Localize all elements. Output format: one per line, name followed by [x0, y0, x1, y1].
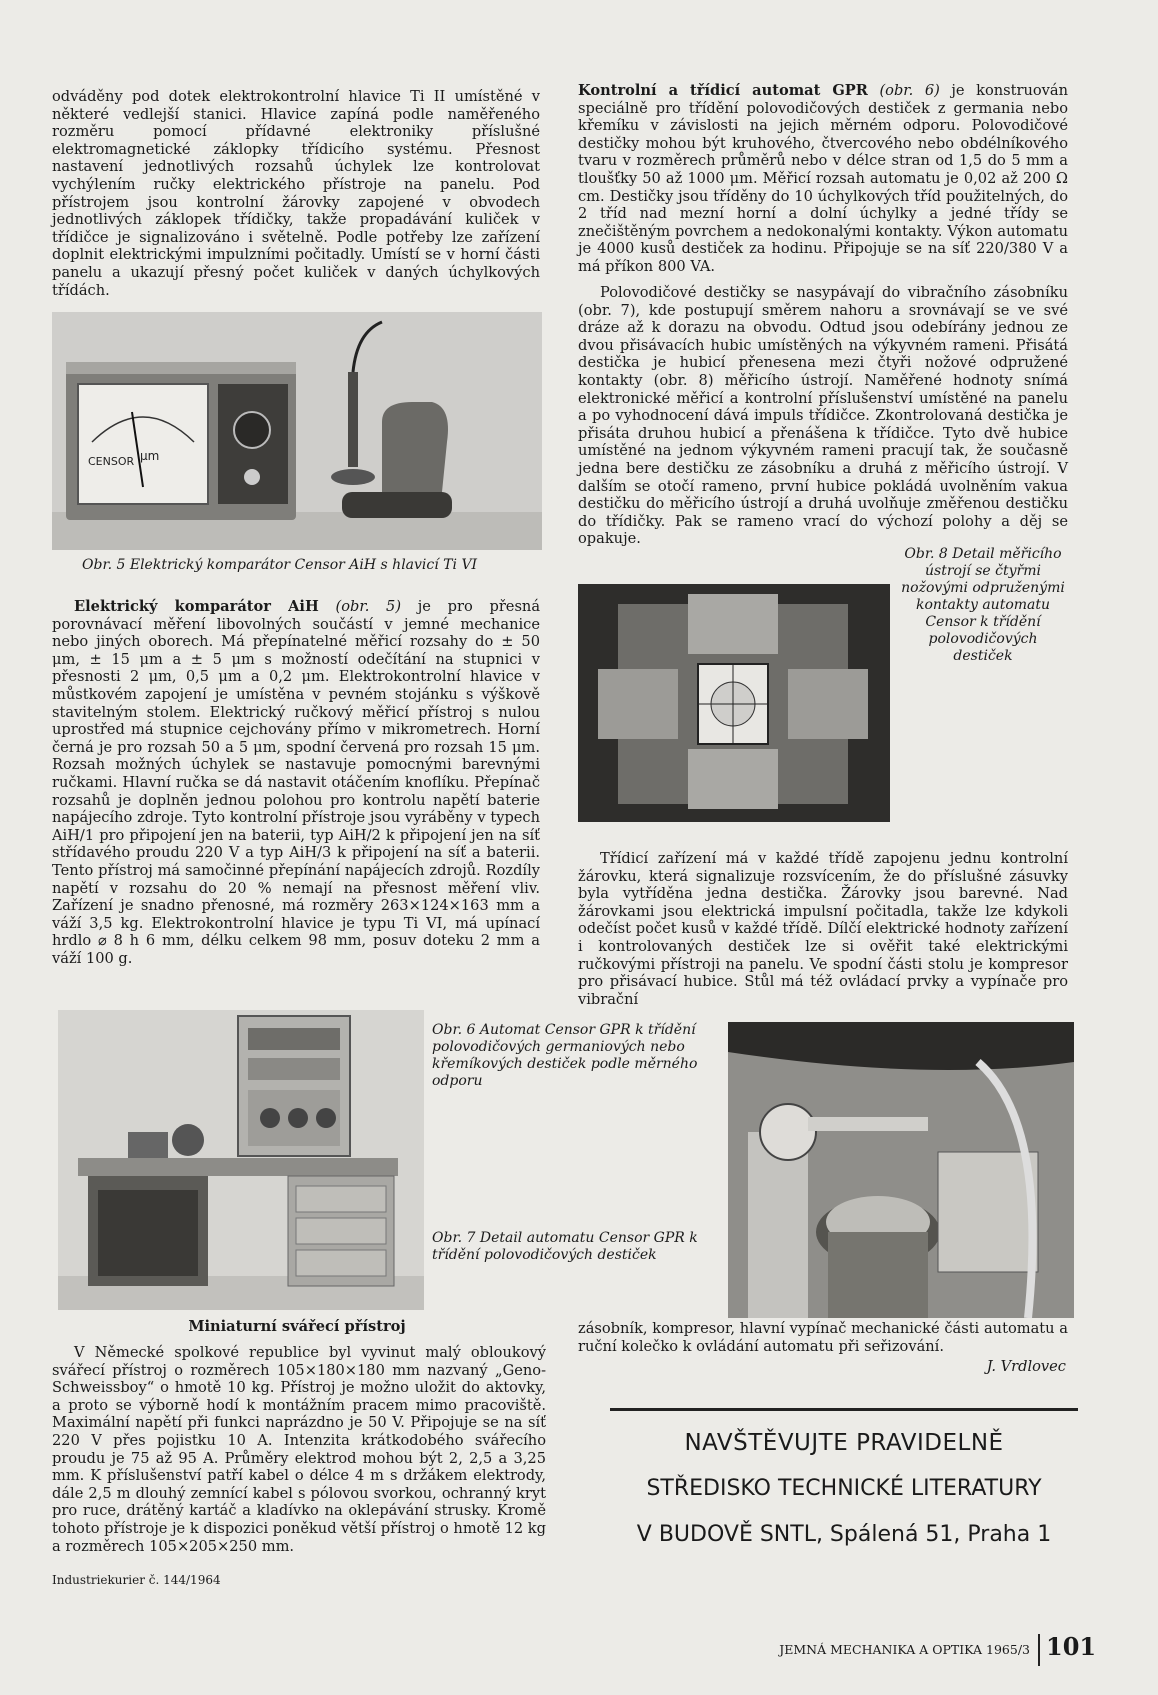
gpr-paragraph — [578, 82, 1068, 276]
figure-7-caption: Obr. 7 Detail automatu Censor GPR k třídění polovodičových destiček — [432, 1230, 698, 1263]
sorting-paragraph: Třídicí zařízení má v každé třídě zapojenu jednu kontrolní žárovku, která signalizuje rozsvícením, že do příslušné zásuvky byla vytříděna jedna destička. Žárovky jsou barevné. Nad žárovkami jsou elektrická impulsní počitadla, takže lze kdykoli odečíst počet kusů v každé třídě. Dílčí elektrické hodnoty zařízení i kontrolovaných destiček lze si ověřit také elektrickými ručkovými přístroji na panelu. Ve spodní části stolu je kompresor pro přisávací hubice. Stůl má též ovládací prvky a vypínače pro vibrační — [578, 850, 1068, 1008]
footer-journal: JEMNÁ MECHANIKA A OPTIKA 1965/3 — [779, 1642, 1030, 1657]
sorting-paragraph-end: zásobník, kompresor, hlavní vypínač mechanické části automatu a ruční kolečko k ovládání automatu při seřizování. — [578, 1320, 1068, 1355]
figure-8-photo — [578, 584, 890, 822]
figure-5-caption: Obr. 5 Elektrický komparátor Censor AiH s hlavicí Ti VI — [82, 557, 478, 573]
ad-line-2: STŘEDISKO TECHNICKÉ LITERATURY — [646, 1476, 1042, 1501]
gpr-title: Kontrolní a třídicí automat GPR — [578, 82, 868, 99]
vibration-paragraph: Polovodičové destičky se nasypávají do vibračního zásobníku (obr. 7), kde postupují směrem nahoru a srovnávají se ve své dráze až k dorazu na obvodu. Odtud jsou odebírány jednou ze dvou přisávacích hubic umístěných na výkyvném rameni. Přisátá destička je hubicí přenesena mezi čtyři nožové odpružené kontakty (obr. 8) měřicího ústrojí. Naměřené hodnoty snímá elektronické měřicí a kontrolní příslušenství umístěné na panelu a po vyhodnocení dává impuls třídičce. Zkontrolovaná destička je přisáta druhou hubicí a přenášena k třídičce. Tyto dvě hubice umístěné na jednom výkyvném rameni pracují tak, že současně jedna bere destičku ze zásobníku a druhá z měřicího ústrojí. V dalším se otočí rameno, první hubice pokládá uvolněním vakua destičku do měřicího ústrojí a druhá uvolňuje změřenou destičku do třídičky. Pak se rameno vrací do výchozí polohy a děj se opakuje. — [578, 284, 1068, 548]
svareci-heading: Miniaturní svářecí přístroj — [188, 1318, 406, 1335]
page-number: 101 — [1046, 1632, 1097, 1661]
ad-rule — [610, 1408, 1078, 1411]
svareci-paragraph: V Německé spolkové republice byl vyvinut malý obloukový svářecí přístroj o rozměrech 105×180×180 mm nazvaný „Geno-Schweissboy“ o hmotě 10 kg. Přístroj je možno uložit do aktovky, a proto se výborně hodí k montážním pracem mimo pracoviště. Maximální napětí při funkci naprázdno je 50 V. Připojuje se na síť 220 V přes pojistku 10 A. Intenzita krátkodobého svářecího proudu je 75 až 95 A. Průměry elektrod mohou být 2, 2,5 a 3,25 mm. K příslušenství patří kabel o délce 4 m s držákem elektrody, dále 2,5 m dlouhý zemnící kabel s pólovou svorkou, ochranný kryt pro ruce, drátěný kartáč a kladívko na oklepávání strusky. Kromě tohoto přístroje je k dispozici poněkud větší přístroj o hmotě 12 kg a rozměrech 105×205×250 mm. — [52, 1344, 546, 1555]
author: J. Vrdlovec — [986, 1358, 1066, 1375]
ad-line-3: V BUDOVĚ SNTL, Spálená 51, Praha 1 — [636, 1522, 1052, 1547]
gpr-ref: (obr. 6) — [879, 82, 940, 99]
censor-logo: CENSOR — [88, 455, 135, 468]
komparator-body: je pro přesná porovnávací měření libovolných součástí v jemné mechanice nebo jiných oborech. Má přepínatelné měřicí rozsahy do ± 50 μm, ± 15 μm a ± 5 μm s možností odečítání na stupnici v přesnosti 2 μm, 0,5 μm a 0,2 μm. Elektrokontrolní hlavice v můstkovém zapojení je umístěna v pevném stojánku s výškově stavitelným stolem. Elektrický ručkový měřicí přístroj s nulou uprostřed má stupnice cejchovány přímo v mikrometrech. Horní černá je pro rozsah 50 a 5 μm, spodní červená pro rozsah 15 μm. Rozsah možných úchylek se nastavuje pomocnými barevnými ručkami. Hlavní ručka se dá nastavit otáčením knoflíku. Přepínač rozsahů je doplněn jednou polohou pro kontrolu napětí baterie napájecího zdroje. Tyto kontrolní přístroje jsou vyráběny v typech AiH/1 pro připojení jen na baterii, typ AiH/2 k připojení jen na síť střídavého proudu 220 V a typ AiH/3 k připojení na síť a baterii. Tento přístroj má samočinné přepínání napájecích zdrojů. Rozdíly napětí v rozsahu do 20 % nemají na přesnost měření vliv. Zařízení je snadno přenosné, má rozměry 263×124×163 mm a váží 3,5 kg. Elektrokontrolní hlavice je typu Ti VI, má upínací hrdlo ⌀ 8 h 6 mm, délku celkem 98 mm, posuv doteku 2 mm a váží 100 g. — [52, 598, 541, 967]
figure-8-caption: Obr. 8 Detail měřicího ústrojí se čtyřmi nožovými odpruženými kontakty automatu Censor k třídění polovodičových destiček — [901, 546, 1065, 664]
intro-paragraph: odváděny pod dotek elektrokontrolní hlavice Ti II umístěné v některé vedlejší stanici. Hlavice zapíná podle naměřeného rozměru pomocí přídavné elektroniky příslušné elektromagnetické záklopky třídicího systému. Přesnost nastavení jednotlivých rozsahů úchylek lze kontrolovat vychýlením ručky elektrického přístroje na panelu. Pod přístrojem jsou kontrolní žárovky zapojené v obvodech jednotlivých záklopek třídičky, takže propadávání kuliček v třídičce je signalizováno i světelně. Podle potřeby lze zařízení doplnit elektrickými impulzními počitadly. Umístí se v horní části panelu a ukazují přesný počet kuliček v daných úchylkových třídách. — [52, 88, 540, 299]
source-note: Industriekurier č. 144/1964 — [52, 1573, 221, 1587]
komparator-title: Elektrický komparátor AiH — [74, 598, 319, 615]
figure-6-photo — [58, 1010, 424, 1310]
figure-5-photo — [52, 312, 542, 550]
figure-7-photo — [728, 1022, 1074, 1318]
micrometer-unit-label: μm — [140, 449, 160, 463]
figure-6-caption: Obr. 6 Automat Censor GPR k třídění polovodičových germaniových nebo křemíkových destiček podle měrného odporu — [432, 1022, 698, 1089]
komparator-ref: (obr. 5) — [335, 598, 402, 615]
gpr-body: je konstruován speciálně pro třídění polovodičových destiček z germania nebo křemíku v závislosti na jejich měrném odporu. Polovodičové destičky mohou být kruhového, čtvercového nebo obdélníkového tvaru v rozměrech průměrů nebo v délce stran od 1,5 do 5 mm a tloušťky 50 až 1000 μm. Měřicí rozsah automatu je 0,02 až 200 Ω cm. Destičky jsou tříděny do 10 úchylkových tříd použitelných, do 2 tříd nad mezní horní a dolní úchylky a jedné třídy se znečištěným povrchem a nedokonalými kontakty. Výkon automatu je 4000 kusů destiček za hodinu. Připojuje se na síť 220/380 V a má příkon 800 VA. — [578, 82, 1069, 275]
footer-separator — [1038, 1634, 1040, 1666]
komparator-paragraph — [52, 598, 540, 967]
ad-line-1: NAVŠTĚVUJTE PRAVIDELNĚ — [684, 1430, 1004, 1456]
